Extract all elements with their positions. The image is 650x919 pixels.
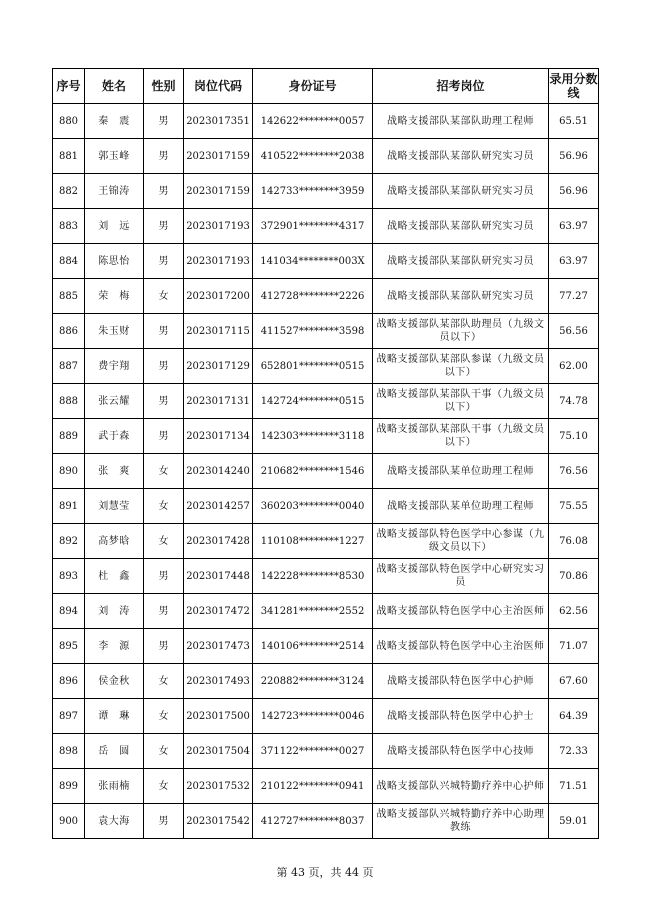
cell-serial: 887 bbox=[53, 349, 85, 384]
header-post-code: 岗位代码 bbox=[184, 69, 253, 104]
cell-score: 74.78 bbox=[549, 384, 599, 419]
cell-position: 战略支援部队某部队研究实习员 bbox=[373, 174, 549, 209]
cell-serial: 900 bbox=[53, 804, 85, 839]
cell-post-code: 2023017193 bbox=[184, 244, 253, 279]
cell-name: 陈思怡 bbox=[85, 244, 144, 279]
cell-score: 67.60 bbox=[549, 664, 599, 699]
cell-serial: 891 bbox=[53, 489, 85, 524]
cell-gender: 男 bbox=[144, 559, 184, 594]
cell-id-number: 142733********3959 bbox=[253, 174, 373, 209]
cell-post-code: 2023017448 bbox=[184, 559, 253, 594]
cell-score: 71.07 bbox=[549, 629, 599, 664]
cell-id-number: 412728********2226 bbox=[253, 279, 373, 314]
cell-gender: 男 bbox=[144, 314, 184, 349]
cell-name: 刘慧莹 bbox=[85, 489, 144, 524]
cell-position: 战略支援部队特色医学中心研究实习员 bbox=[373, 559, 549, 594]
cell-gender: 女 bbox=[144, 489, 184, 524]
cell-gender: 男 bbox=[144, 384, 184, 419]
cell-post-code: 2023014257 bbox=[184, 489, 253, 524]
cell-id-number: 410522********2038 bbox=[253, 139, 373, 174]
cell-serial: 895 bbox=[53, 629, 85, 664]
cell-position: 战略支援部队某部队研究实习员 bbox=[373, 209, 549, 244]
cell-gender: 男 bbox=[144, 174, 184, 209]
table-row bbox=[53, 489, 599, 524]
cell-score: 75.55 bbox=[549, 489, 599, 524]
table-row bbox=[53, 209, 599, 244]
cell-name: 袁大海 bbox=[85, 804, 144, 839]
cell-post-code: 2023017129 bbox=[184, 349, 253, 384]
cell-id-number: 360203********0040 bbox=[253, 489, 373, 524]
cell-score: 70.86 bbox=[549, 559, 599, 594]
cell-id-number: 110108********1227 bbox=[253, 524, 373, 559]
cell-name: 高梦晗 bbox=[85, 524, 144, 559]
cell-id-number: 411527********3598 bbox=[253, 314, 373, 349]
cell-score: 75.10 bbox=[549, 419, 599, 454]
cell-id-number: 142723********0046 bbox=[253, 699, 373, 734]
cell-gender: 男 bbox=[144, 804, 184, 839]
cell-gender: 女 bbox=[144, 734, 184, 769]
cell-gender: 男 bbox=[144, 244, 184, 279]
table-row bbox=[53, 524, 599, 559]
cell-gender: 女 bbox=[144, 769, 184, 804]
cell-position: 战略支援部队兴城特勤疗养中心护师 bbox=[373, 769, 549, 804]
cell-position: 战略支援部队兴城特勤疗养中心助理教练 bbox=[373, 804, 549, 839]
cell-position: 战略支援部队特色医学中心护师 bbox=[373, 664, 549, 699]
cell-name: 刘 远 bbox=[85, 209, 144, 244]
cell-score: 62.56 bbox=[549, 594, 599, 629]
recruitment-score-table bbox=[52, 68, 599, 839]
cell-id-number: 412727********8037 bbox=[253, 804, 373, 839]
cell-serial: 893 bbox=[53, 559, 85, 594]
cell-name: 费宇翔 bbox=[85, 349, 144, 384]
cell-name: 李 源 bbox=[85, 629, 144, 664]
cell-score: 72.33 bbox=[549, 734, 599, 769]
cell-name: 秦 震 bbox=[85, 104, 144, 139]
cell-name: 郭玉峰 bbox=[85, 139, 144, 174]
cell-gender: 女 bbox=[144, 279, 184, 314]
cell-gender: 女 bbox=[144, 699, 184, 734]
table-row bbox=[53, 664, 599, 699]
cell-score: 59.01 bbox=[549, 804, 599, 839]
table-row bbox=[53, 139, 599, 174]
cell-gender: 男 bbox=[144, 419, 184, 454]
cell-position: 战略支援部队特色医学中心主治医师 bbox=[373, 594, 549, 629]
cell-serial: 899 bbox=[53, 769, 85, 804]
cell-position: 战略支援部队特色医学中心护士 bbox=[373, 699, 549, 734]
cell-id-number: 371122********0027 bbox=[253, 734, 373, 769]
page-footer: 第 43 页，共 44 页 bbox=[276, 866, 374, 879]
table-row bbox=[53, 174, 599, 209]
cell-name: 武于森 bbox=[85, 419, 144, 454]
cell-id-number: 141034********003X bbox=[253, 244, 373, 279]
cell-gender: 男 bbox=[144, 629, 184, 664]
cell-serial: 880 bbox=[53, 104, 85, 139]
cell-score: 76.56 bbox=[549, 454, 599, 489]
cell-post-code: 2023017472 bbox=[184, 594, 253, 629]
cell-position: 战略支援部队某部队助理员（九级文员以下） bbox=[373, 314, 549, 349]
cell-serial: 884 bbox=[53, 244, 85, 279]
cell-post-code: 2023017542 bbox=[184, 804, 253, 839]
cell-position: 战略支援部队某部队研究实习员 bbox=[373, 139, 549, 174]
cell-score: 62.00 bbox=[549, 349, 599, 384]
cell-id-number: 220882********3124 bbox=[253, 664, 373, 699]
cell-id-number: 652801********0515 bbox=[253, 349, 373, 384]
cell-post-code: 2023017115 bbox=[184, 314, 253, 349]
cell-id-number: 142724********0515 bbox=[253, 384, 373, 419]
cell-position: 战略支援部队某部队干事（九级文员以下） bbox=[373, 384, 549, 419]
cell-position: 战略支援部队某部队助理工程师 bbox=[373, 104, 549, 139]
header-name: 姓名 bbox=[85, 69, 144, 104]
cell-post-code: 2023017504 bbox=[184, 734, 253, 769]
cell-position: 战略支援部队某单位助理工程师 bbox=[373, 454, 549, 489]
cell-name: 侯金秋 bbox=[85, 664, 144, 699]
cell-position: 战略支援部队特色医学中心技师 bbox=[373, 734, 549, 769]
cell-post-code: 2023017500 bbox=[184, 699, 253, 734]
cell-serial: 892 bbox=[53, 524, 85, 559]
cell-post-code: 2023017532 bbox=[184, 769, 253, 804]
cell-score: 64.39 bbox=[549, 699, 599, 734]
table-row bbox=[53, 699, 599, 734]
cell-name: 谭 琳 bbox=[85, 699, 144, 734]
cell-gender: 女 bbox=[144, 524, 184, 559]
cell-serial: 889 bbox=[53, 419, 85, 454]
cell-id-number: 341281********2552 bbox=[253, 594, 373, 629]
table-row bbox=[53, 454, 599, 489]
table-row bbox=[53, 349, 599, 384]
cell-score: 71.51 bbox=[549, 769, 599, 804]
cell-id-number: 142303********3118 bbox=[253, 419, 373, 454]
cell-serial: 881 bbox=[53, 139, 85, 174]
cell-post-code: 2023017200 bbox=[184, 279, 253, 314]
cell-position: 战略支援部队某部队研究实习员 bbox=[373, 279, 549, 314]
table-row bbox=[53, 734, 599, 769]
cell-serial: 888 bbox=[53, 384, 85, 419]
cell-post-code: 2023017493 bbox=[184, 664, 253, 699]
cell-name: 张云耀 bbox=[85, 384, 144, 419]
cell-gender: 男 bbox=[144, 349, 184, 384]
cell-post-code: 2023014240 bbox=[184, 454, 253, 489]
cell-gender: 女 bbox=[144, 454, 184, 489]
header-score: 录用分数线 bbox=[549, 69, 599, 104]
cell-post-code: 2023017193 bbox=[184, 209, 253, 244]
cell-id-number: 210682********1546 bbox=[253, 454, 373, 489]
table-header-row bbox=[53, 69, 599, 104]
cell-score: 65.51 bbox=[549, 104, 599, 139]
table-row bbox=[53, 384, 599, 419]
cell-position: 战略支援部队某单位助理工程师 bbox=[373, 489, 549, 524]
cell-serial: 882 bbox=[53, 174, 85, 209]
cell-post-code: 2023017159 bbox=[184, 139, 253, 174]
cell-gender: 男 bbox=[144, 594, 184, 629]
cell-post-code: 2023017428 bbox=[184, 524, 253, 559]
cell-score: 56.96 bbox=[549, 139, 599, 174]
cell-name: 朱玉财 bbox=[85, 314, 144, 349]
table-row bbox=[53, 769, 599, 804]
cell-id-number: 142622********0057 bbox=[253, 104, 373, 139]
cell-name: 刘 涛 bbox=[85, 594, 144, 629]
cell-id-number: 372901********4317 bbox=[253, 209, 373, 244]
cell-gender: 男 bbox=[144, 104, 184, 139]
table-row bbox=[53, 419, 599, 454]
cell-position: 战略支援部队某部队参谋（九级文员以下） bbox=[373, 349, 549, 384]
table-row bbox=[53, 594, 599, 629]
table-row bbox=[53, 104, 599, 139]
cell-id-number: 140106********2514 bbox=[253, 629, 373, 664]
cell-post-code: 2023017473 bbox=[184, 629, 253, 664]
table-row bbox=[53, 559, 599, 594]
cell-name: 荣 梅 bbox=[85, 279, 144, 314]
cell-post-code: 2023017159 bbox=[184, 174, 253, 209]
cell-score: 63.97 bbox=[549, 244, 599, 279]
cell-position: 战略支援部队某部队研究实习员 bbox=[373, 244, 549, 279]
header-gender: 性别 bbox=[144, 69, 184, 104]
cell-score: 56.96 bbox=[549, 174, 599, 209]
table-row bbox=[53, 314, 599, 349]
header-serial: 序号 bbox=[53, 69, 85, 104]
table-row bbox=[53, 804, 599, 839]
cell-name: 王锦涛 bbox=[85, 174, 144, 209]
cell-post-code: 2023017134 bbox=[184, 419, 253, 454]
cell-serial: 896 bbox=[53, 664, 85, 699]
cell-post-code: 2023017351 bbox=[184, 104, 253, 139]
cell-serial: 897 bbox=[53, 699, 85, 734]
cell-serial: 883 bbox=[53, 209, 85, 244]
cell-name: 张雨楠 bbox=[85, 769, 144, 804]
cell-post-code: 2023017131 bbox=[184, 384, 253, 419]
header-id-number: 身份证号 bbox=[253, 69, 373, 104]
cell-serial: 885 bbox=[53, 279, 85, 314]
table-row bbox=[53, 629, 599, 664]
cell-name: 张 爽 bbox=[85, 454, 144, 489]
cell-position: 战略支援部队特色医学中心主治医师 bbox=[373, 629, 549, 664]
cell-gender: 男 bbox=[144, 209, 184, 244]
cell-gender: 女 bbox=[144, 664, 184, 699]
cell-position: 战略支援部队特色医学中心参谋（九级文员以下） bbox=[373, 524, 549, 559]
cell-gender: 男 bbox=[144, 139, 184, 174]
cell-score: 63.97 bbox=[549, 209, 599, 244]
cell-serial: 890 bbox=[53, 454, 85, 489]
header-position: 招考岗位 bbox=[373, 69, 549, 104]
table-row bbox=[53, 244, 599, 279]
cell-id-number: 142228********8530 bbox=[253, 559, 373, 594]
cell-id-number: 210122********0941 bbox=[253, 769, 373, 804]
cell-serial: 894 bbox=[53, 594, 85, 629]
cell-name: 岳 圆 bbox=[85, 734, 144, 769]
cell-score: 76.08 bbox=[549, 524, 599, 559]
cell-position: 战略支援部队某部队干事（九级文员以下） bbox=[373, 419, 549, 454]
cell-name: 杜 鑫 bbox=[85, 559, 144, 594]
cell-score: 77.27 bbox=[549, 279, 599, 314]
table-row bbox=[53, 279, 599, 314]
cell-serial: 886 bbox=[53, 314, 85, 349]
cell-serial: 898 bbox=[53, 734, 85, 769]
cell-score: 56.56 bbox=[549, 314, 599, 349]
